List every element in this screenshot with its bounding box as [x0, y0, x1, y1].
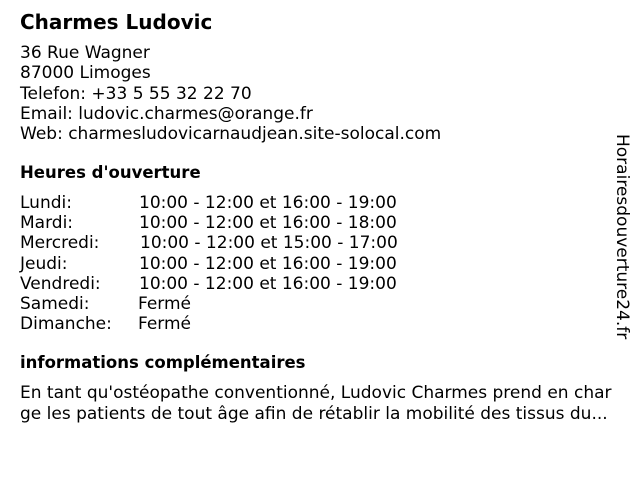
day-label: Dimanche:: [20, 314, 112, 335]
day-label: Mercredi:: [20, 233, 100, 254]
description-line: En tant qu'ostéopathe conventionné, Ludovic Charmes prend en char: [20, 383, 612, 403]
time-value: 10:00 - 12:00 et 15:00 - 17:00: [140, 233, 398, 254]
time-value: Fermé: [138, 293, 192, 314]
time-value: 10:00 - 12:00 et 16:00 - 19:00: [139, 253, 397, 274]
city-line: 87000 Limoges: [20, 63, 151, 84]
time-value: 10:00 - 12:00 et 16:00 - 19:00: [139, 273, 397, 294]
day-label: Lundi:: [20, 193, 72, 213]
contact-block: [20, 43, 441, 144]
additional-info-heading: informations complémentaires: [20, 353, 306, 372]
phone-line[interactable]: Telefon: +33 5 55 32 22 70: [20, 83, 252, 104]
day-label: Vendredi:: [20, 273, 101, 294]
email-line[interactable]: Email: ludovic.charmes@orange.fr: [20, 103, 313, 124]
time-value: 10:00 - 12:00 et 16:00 - 18:00: [139, 213, 397, 234]
time-value: 10:00 - 12:00 et 16:00 - 19:00: [139, 193, 397, 213]
site-brand-vertical: Horairesdouverture24.fr: [612, 134, 632, 340]
opening-hours-heading: Heures d'ouverture: [20, 163, 201, 182]
website-line[interactable]: Web: charmesludovicarnaudjean.site-solocal.com: [20, 124, 442, 145]
business-name: Charmes Ludovic: [20, 10, 213, 34]
description-line: ge les patients de tout âge afin de rétablir la mobilité des tissus du...: [20, 403, 608, 424]
day-label: Samedi:: [20, 293, 90, 314]
day-label: Jeudi:: [20, 253, 68, 274]
street-address: 36 Rue Wagner: [20, 43, 150, 63]
business-description: [20, 383, 625, 424]
time-value: Fermé: [138, 314, 192, 335]
day-label: Mardi:: [20, 213, 74, 234]
